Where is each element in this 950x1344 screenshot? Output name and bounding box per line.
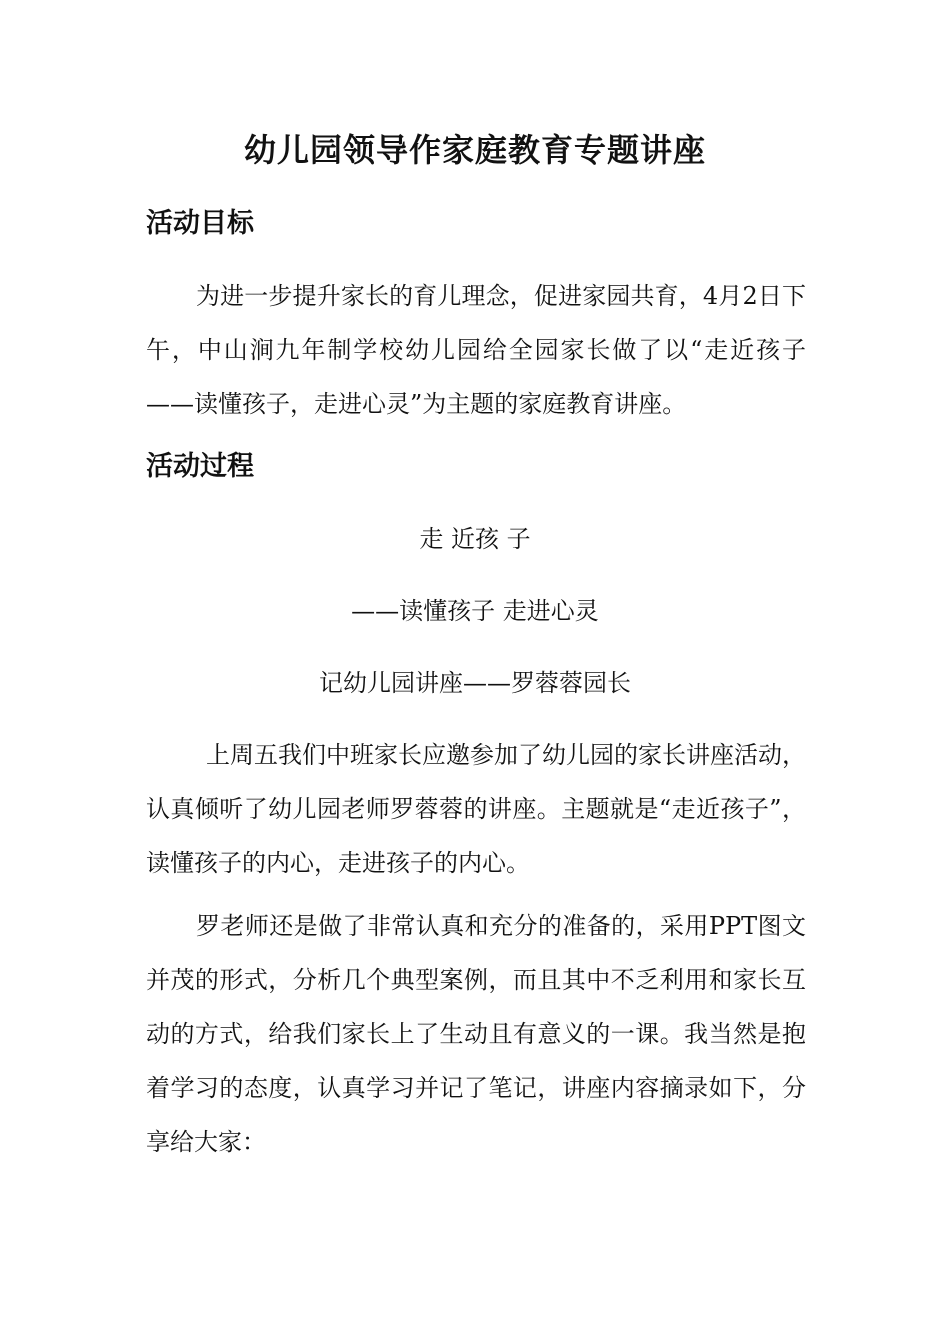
lecture-title-line: 走 近孩 子 — [419, 525, 531, 553]
process-paragraph-1: 上周五我们中班家长应邀参加了幼儿园的家长讲座活动，认真倾听了幼儿园老师罗蓉蓉的讲座。主题就是“走近孩子”，读懂孩子的内心，走进孩子的内心。 — [146, 741, 806, 877]
process-paragraph-2: 罗老师还是做了非常认真和充分的准备的，采用PPT图文并茂的形式，分析几个典型案例，而且其中不乏利用和家长互动的方式，给我们家长上了生动且有意义的一课。我当然是抱着学习的态度，认真学习并记了笔记，讲座内容摘录如下，分享给大家： — [146, 912, 806, 1156]
lecture-subtitle-line: ——读懂孩子 走进心灵 — [351, 597, 599, 625]
goals-paragraph: 为进一步提升家长的育儿理念，促进家园共育，4月2日下午，中山涧九年制学校幼儿园给全园家长做了以“走近孩子——读懂孩子，走进心灵”为主题的家庭教育讲座。 — [146, 282, 806, 418]
lecture-speaker-line: 记幼儿园讲座——罗蓉蓉园长 — [319, 669, 631, 697]
section-heading-process: 活动过程 — [146, 451, 254, 482]
section-heading-goals: 活动目标 — [146, 208, 254, 239]
document-title: 幼儿园领导作家庭教育专题讲座 — [243, 131, 706, 169]
